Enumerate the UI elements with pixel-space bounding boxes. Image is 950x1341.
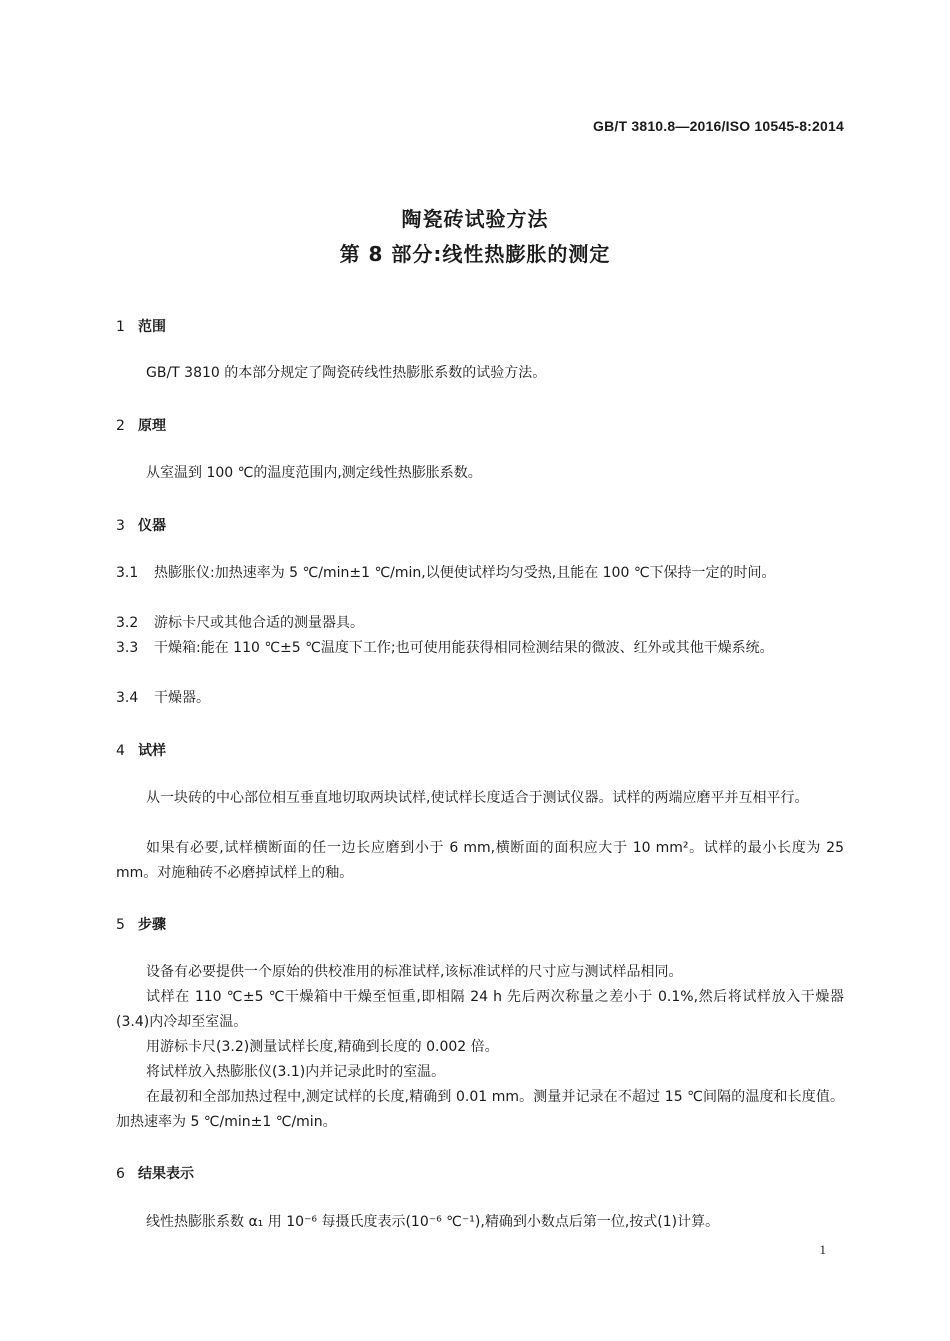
section-heading-principle — [116, 415, 166, 435]
section-heading-scope — [116, 316, 166, 336]
paragraph: 将试样放入热膨胀仪(3.1)内并记录此时的室温。 — [146, 1064, 446, 1080]
clause-text: 游标卡尺或其他合适的测量器具。 — [154, 615, 364, 631]
section-number: 4 — [116, 743, 125, 759]
paragraph: 如果有必要,试样横断面的任一边长应磨到小于 6 mm,横断面的面积应大于 10 mm²。试样的最小长度为 25 mm。对施釉砖不必磨掉试样上的釉。 — [116, 840, 844, 881]
clause-number: 3.2 — [116, 615, 139, 631]
section-title: 原理 — [138, 418, 166, 434]
section-title: 范围 — [138, 319, 166, 335]
section-heading-apparatus — [116, 515, 166, 535]
clause-3-1 — [116, 561, 844, 586]
paragraph: 线性热膨胀系数 α₁ 用 10⁻⁶ 每摄氏度表示(10⁻⁶ ℃⁻¹),精确到小数点后第一位,按式(1)计算。 — [146, 1214, 720, 1230]
paragraph: 在最初和全部加热过程中,测定试样的长度,精确到 0.01 mm。测量并记录在不超过 15 ℃间隔的温度和长度值。加热速率为 5 ℃/min±1 ℃/min。 — [116, 1089, 844, 1130]
section-title: 仪器 — [138, 518, 166, 534]
clause-3-4 — [116, 686, 844, 711]
clause-number: 3.1 — [116, 565, 139, 581]
clause-3-2 — [116, 611, 844, 636]
section-number: 6 — [116, 1166, 125, 1182]
paragraph: 从室温到 100 ℃的温度范围内,测定线性热膨胀系数。 — [146, 465, 482, 481]
section-number: 2 — [116, 418, 125, 434]
paragraph: 用游标卡尺(3.2)测量试样长度,精确到长度的 0.002 倍。 — [146, 1039, 499, 1055]
paragraph: 试样在 110 ℃±5 ℃干燥箱中干燥至恒重,即相隔 24 h 先后两次称量之差小于 0.1%,然后将试样放入干燥器(3.4)内冷却至室温。 — [116, 989, 844, 1030]
paragraph: 从一块砖的中心部位相互垂直地切取两块试样,使试样长度适合于测试仪器。试样的两端应磨平并互相平行。 — [146, 790, 809, 806]
clause-number: 3.3 — [116, 640, 139, 656]
standard-number: GB/T 3810.8—2016/ISO 10545-8:2014 — [593, 118, 844, 134]
clause-text: 干燥器。 — [154, 690, 210, 706]
paragraph: GB/T 3810 的本部分规定了陶瓷砖线性热膨胀系数的试验方法。 — [146, 365, 547, 381]
section-heading-specimens — [116, 740, 166, 760]
page-title-line-1: 陶瓷砖试验方法 — [401, 207, 549, 231]
clause-3-3 — [116, 636, 844, 661]
section-title: 试样 — [138, 743, 166, 759]
section-number: 3 — [116, 518, 125, 534]
section-number: 1 — [116, 319, 125, 335]
page-title-line-2: 第 8 部分:线性热膨胀的测定 — [339, 242, 611, 266]
section-title: 结果表示 — [138, 1166, 194, 1182]
clause-number: 3.4 — [116, 690, 139, 706]
page-number: 1 — [819, 1242, 826, 1257]
section-number: 5 — [116, 917, 125, 933]
clause-text: 干燥箱:能在 110 ℃±5 ℃温度下工作;也可使用能获得相同检测结果的微波、红外或其他干燥系统。 — [154, 640, 774, 656]
section-title: 步骤 — [138, 917, 166, 933]
section-heading-procedure — [116, 914, 166, 934]
paragraph: 设备有必要提供一个原始的供校准用的标准试样,该标准试样的尺寸应与测试样品相同。 — [146, 964, 683, 980]
section-heading-results — [116, 1163, 194, 1183]
clause-text: 热膨胀仪:加热速率为 5 ℃/min±1 ℃/min,以便使试样均匀受热,且能在 100 ℃下保持一定的时间。 — [154, 565, 776, 581]
